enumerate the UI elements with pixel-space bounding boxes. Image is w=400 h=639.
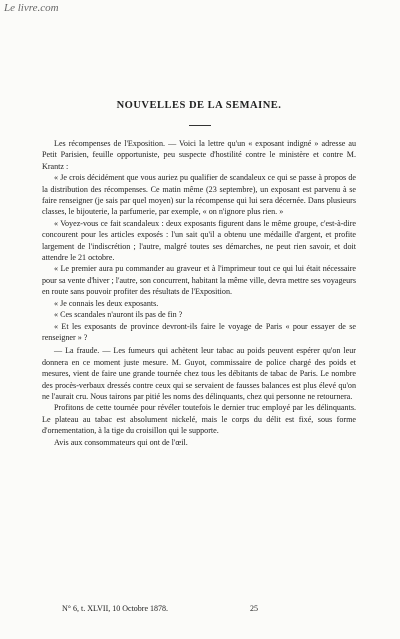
page-number: 25 xyxy=(250,604,258,613)
paragraph: Avis aux consommateurs qui ont de l'œil. xyxy=(54,437,188,447)
issue-info: N° 6, t. XLVII, 10 Octobre 1878. xyxy=(62,604,168,613)
document-page xyxy=(42,0,356,639)
paragraph: Les récompenses de l'Exposition. — Voici la lettre qu'un « exposant indigné » adresse au Petit Parisien, feuille opportuniste, peu suspecte d'hostilité contre le ministère et contre M. Krantz : xyxy=(42,139,356,171)
watermark: Le livre.com xyxy=(4,2,59,14)
paragraph: « Le premier aura pu commander au graveur et à l'imprimeur tout ce qui lui était nécessaire pour sa vente d'hiver ; l'autre, son concurrent, habitant la même ville, devra mettre ses voyageurs en route sans pouvoir profiter des résultats de l'Exposition. xyxy=(42,264,356,297)
paragraph: — La fraude. — Les fumeurs qui achètent leur tabac au poids peuvent espérer qu'on leur donnera en ce moment juste mesure. M. Guyot, commissaire de police chargé des poids et mesures, vient de faire une grande tournée chez tous les débitants de tabac de Paris. Le nombre des procès-verbaux dressés contre ceux qui se servaient de fausses balances est plus élevé qu'on ne l'aurait cru. Nous tairons par pitié les noms des délinquants, chez qui personne ne retournera. xyxy=(42,346,356,401)
page-footer xyxy=(62,604,258,613)
heading-rule xyxy=(189,125,211,126)
paragraph: « Ces scandales n'auront ils pas de fin ? xyxy=(54,310,183,320)
paragraph: « Et les exposants de province devront-ils faire le voyage de Paris « pour essayer de se renseigner » ? xyxy=(42,321,356,342)
paragraph: « Voyez-vous ce fait scandaleux : deux exposants figurent dans le même groupe, c'est-à-dire concourent pour les articles exposés : l'un sait qu'il a obtenu une médaille d'argent, et profite largement de l'indiscrétion ; l'autre, malgré toutes ses démarches, ne peut rien savoir, et doit attendre le 21 octobre. xyxy=(42,218,356,263)
paragraph: « Je connais les deux exposants. xyxy=(54,298,159,308)
section-heading: NOUVELLES DE LA SEMAINE. xyxy=(116,100,282,111)
article-body xyxy=(42,138,356,448)
paragraph: « Je crois décidément que vous auriez pu qualifier de scandaleux ce qui se passe à propos de la distribution des récompenses. Ce matin même (23 septembre), un exposant est parvenu à se faire renseigner (je sais par quel moyen) sur la récompense qui lui sera décernée. Dans plusieurs classes, le bijouterie, la parfumerie, par exemple, « on n'ignore plus rien. » xyxy=(42,173,356,217)
paragraph: Profitons de cette tournée pour révéler toutefois le dernier truc employé par les délinquants. Le plateau au tabac est absolument nickelé, mais le corps du délit est fixé, sous forme d'ornementation, à la tige du croisillon qui le supporte. xyxy=(42,403,356,436)
